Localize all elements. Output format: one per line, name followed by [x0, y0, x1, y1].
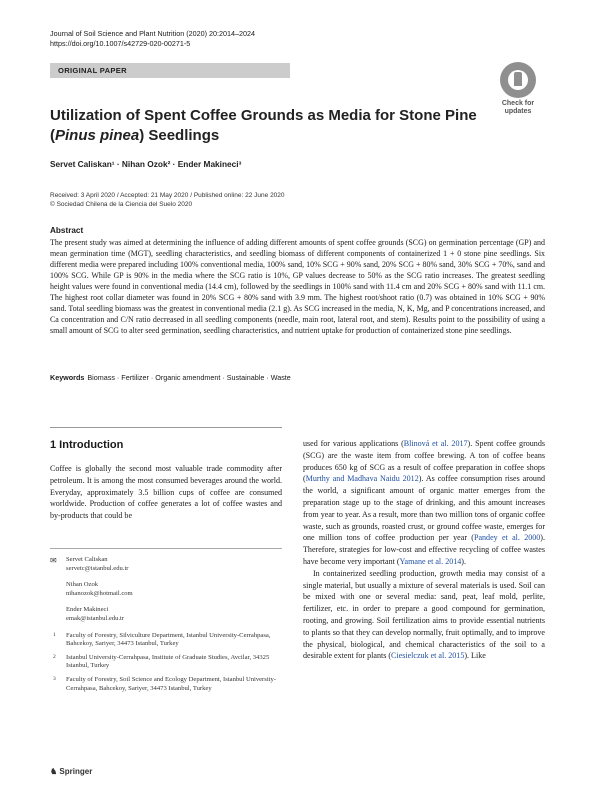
journal-header — [50, 29, 255, 49]
intro-paragraph-left: Coffee is globally the second most valuable trade commodity after petroleum. It is among the most consumed beverages around the world. Everyday, approximately 3.5 billion cups of coffee are consumed worldwide. Production of coffee generates a lot of coffee wastes and by-products that could be — [50, 464, 282, 521]
citation-link[interactable]: Ciesielczuk et al. 2015 — [391, 651, 465, 661]
corresponding-author-email[interactable]: servetc@istanbul.edu.tr — [66, 564, 129, 572]
abstract-heading: Abstract — [50, 226, 84, 235]
keywords-list: Biomass · Fertilizer · Organic amendment · Sustainable · Waste — [87, 373, 291, 382]
citation-link[interactable]: Pandey et al. 2000 — [473, 533, 541, 543]
correspondence-block — [50, 556, 282, 698]
footnote-divider — [50, 548, 282, 549]
corresponding-author-name: Servet Caliskan — [66, 556, 108, 563]
keywords-label: Keywords — [50, 373, 85, 382]
copyright: © Sociedad Chilena de la Ciencia del Suelo 2020 — [50, 201, 193, 208]
article-title — [50, 106, 490, 146]
intro-paragraph-2: In containerized seedling production, growth media may consist of a single material, but usually a mixture of several materials is used. Soil can be mixed with one or several media: sand, peat, leaf mold, perlite, fertilizer, etc. in order to prepare a good compound for germination, rooting, and growing. Soil fertilization aims to provide essential nutrients to plants so that they can develop normally, fruit optimally, and to improve the physical, biological, and chemical characteristics of the soil to a desirable extent for plants (Ciesielczuk et al. 2015). Like — [303, 568, 545, 661]
affiliation: 2 Istanbul University-Cerrahpasa, Institute of Graduate Studies, Avcilar, 34325 Istanbul, Turkey — [53, 653, 270, 670]
envelope-icon: ✉ — [50, 556, 57, 565]
doi-link[interactable]: https://doi.org/10.1007/s42729-020-00271-5 — [50, 39, 191, 48]
right-column — [303, 438, 545, 662]
divider — [50, 427, 282, 428]
keywords-line — [50, 373, 291, 382]
article-type-badge: ORIGINAL PAPER — [50, 63, 290, 78]
section-heading-introduction: 1 Introduction — [50, 439, 124, 451]
abstract-text: The present study was aimed at determining the influence of adding different amounts of spent coffee grounds (SCG) on germination percentage (GP) and mean germination time (MGT), seedling characteristics, and seedling biomass of different components of containerized 1 + 0 stone pine seedlings. Six different media were prepared including 100% conventional media, 100% sand, 10% SCG + 90% sand, 20% SCG + 80% sand, 30% SCG + 70%, sand and 100% SCG. While GP is 90% in the media where the SCG ratio is 10%, GP values decrease to 50% as the SCG ratio increases. The greatest seedling height values were found in conventional media (14.4 cm), followed by the seedlings in 100% sand with 11.4 cm and 20% SCG + 80% sand with 11.1 cm. The highest root collar diameter was found in 20% SCG + 80% sand with 3.9 mm. The highest root/shoot ratio (0.7) was obtained in 10% SCG + 90% sand. Total seedling biomass was the greatest in conventional media (2.1 g). As SCG increased in the media, N, K, Mg, and P concentrations increased, and Ca concentration and C/N ratio decreased in all seedling components (needle, main root, lateral root, and stem). Results point to the possibility of using a small amount of SCG to alter seed germination, seedling characteristics, and nutrient uptake for production of containerized stone pine seedlings. — [50, 238, 545, 335]
article-dates — [50, 191, 285, 209]
author-email[interactable]: nihanozok@hotmail.com — [66, 589, 133, 597]
author-email[interactable]: emak@istanbul.edu.tr — [66, 614, 125, 622]
check-for-updates-button[interactable] — [490, 62, 546, 116]
check-updates-label-2: updates — [504, 108, 532, 115]
citation-link[interactable]: Blinová et al. 2017 — [403, 439, 468, 448]
bookmark-icon — [500, 62, 536, 98]
journal-citation: Journal of Soil Science and Plant Nutrition (2020) 20:2014–2024 — [50, 29, 255, 38]
horse-icon: ♞ — [50, 767, 60, 776]
publisher-logo: ♞ Springer — [50, 767, 93, 776]
title-main: Utilization of Spent Coffee Grounds as Media for Stone Pine ( — [50, 107, 477, 144]
check-updates-label-1: Check for — [501, 100, 535, 107]
affiliation: 1 Faculty of Forestry, Silviculture Department, Istanbul University-Cerrahpasa, Bahcekoy, Sariyer, 34473 Istanbul, Turkey — [53, 631, 271, 648]
title-species: Pinus pinea — [55, 127, 140, 144]
citation-link[interactable]: Murthy and Madhava Naidu 2012 — [305, 474, 419, 484]
citation-link[interactable]: Yamane et al. 2014 — [399, 556, 462, 566]
intro-paragraph-1: used for various applications (Blinová et al. 2017). Spent coffee grounds (SCG) are the waste item from coffee brewing. A ton of coffee beans produces 650 kg of SCG as a result of coffee preparation in coffee shops (Murthy and Madhava Naidu 2012). As coffee consumption rises around the world, a significant amount of organic matter emerges from the preparation stage up to the stage of drinking, and this amount increases from year to year. As a result, more than two million tons of organic coffee waste, such as grounds, roasted crust, or ground coffee waste, emerges for one million tons of coffee production per year (Pandey et al. 2000). Therefore, strategies for low-cost and effective recycling of coffee wastes have become very important (Yamane et al. 2014). — [303, 439, 545, 566]
date-history: Received: 3 April 2020 / Accepted: 21 May 2020 / Published online: 22 June 2020 — [50, 192, 285, 199]
title-end: ) Seedlings — [139, 127, 220, 144]
affiliation: 3 Faculty of Forestry, Soil Science and Ecology Department, Istanbul University-Cerrahpasa, Bahcekoy, Sariyer, 34473 Istanbul, Turkey — [53, 675, 276, 692]
author-name: Nihan Ozok — [66, 581, 99, 589]
author-list[interactable]: Servet Caliskan¹ · Nihan Ozok² · Ender Makineci³ — [50, 159, 242, 169]
author-name: Ender Makineci — [66, 606, 109, 614]
